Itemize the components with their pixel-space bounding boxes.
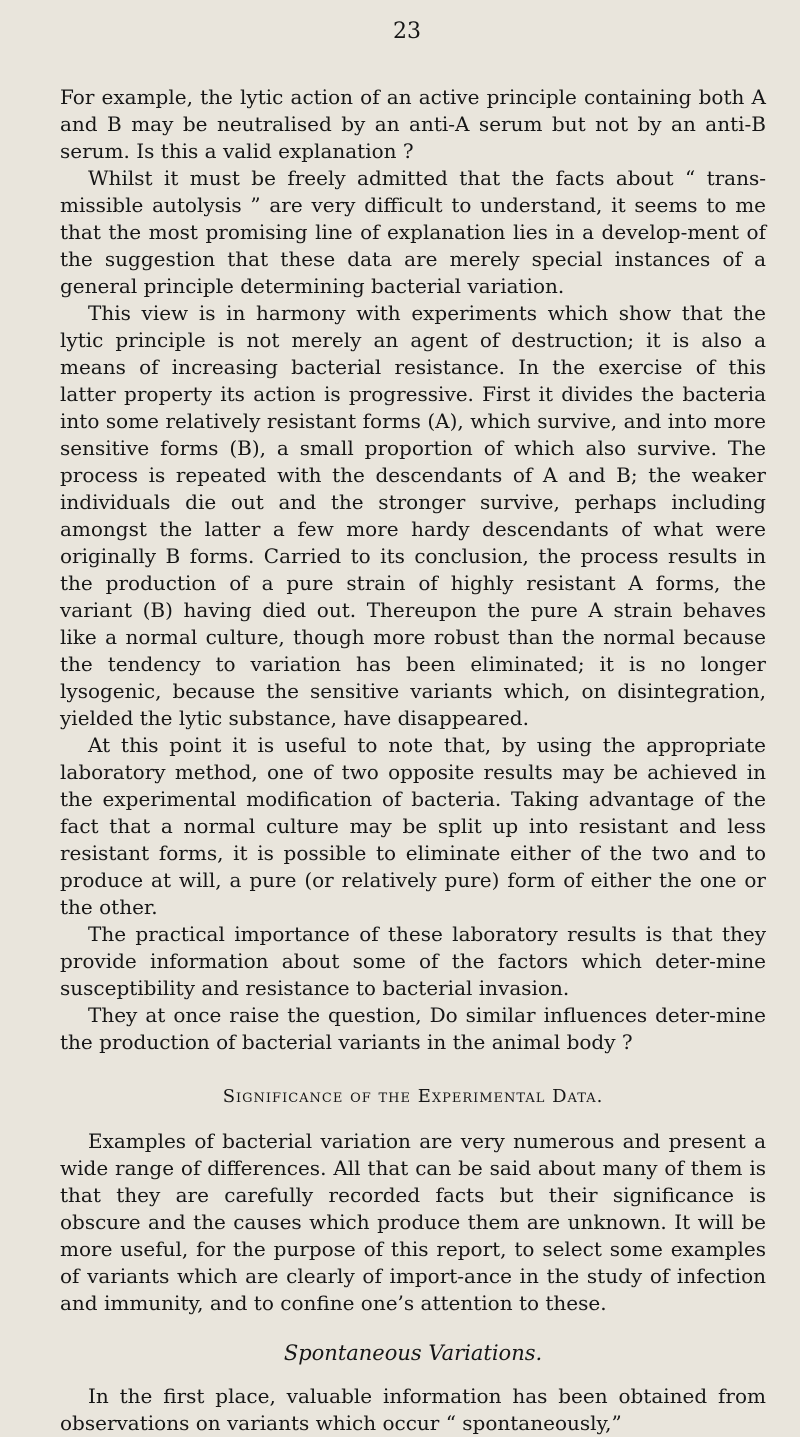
paragraph-practical-importance: The practical importance of these laboratory results is that they provide information about some of the factors which deter-mine susceptibility and resistance to bacterial invasion.	[60, 922, 766, 1000]
paragraph-examples: Examples of bacterial variation are very numerous and present a wide range of differences. All that can be said about many of them is that they are carefully recorded facts but their significance is obscure and the causes which produce them are unknown. It will be more useful, for the purpose of this report, to select some examples of variants which are clearly of import-ance in the study of infection and immunity, and to confine one’s attention to these.	[60, 1129, 766, 1315]
paragraph-first-place: In the first place, valuable information has been obtained from observations on variants which occur “ spontaneously,”	[60, 1384, 766, 1435]
paragraph-transmissible-autolysis: Whilst it must be freely admitted that the facts about “ trans-missible autolysis ” are very difficult to understand, it seems to me that the most promising line of explanation lies in a develop-ment of the suggestion that these data are merely special instances of a general principle determining bacterial variation.	[60, 166, 766, 298]
paragraph-laboratory-method: At this point it is useful to note that, by using the appropriate laboratory method, one of two opposite results may be achieved in the experimental modification of bacteria. Taking advantage of the fact that a normal culture may be split up into resistant and less resistant forms, it is possible to eliminate either of the two and to produce at will, a pure (or relatively pure) form of either the one or the other.	[60, 733, 766, 919]
subsection-heading: Spontaneous Variations.	[283, 1341, 543, 1365]
page-number: 23	[393, 19, 421, 44]
paragraph-lytic-principle: This view is in harmony with experiments which show that the lytic principle is not merely an agent of destruction; it is also a means of increasing bacterial resistance. In the exercise of this latter property its action is progressive. First it divides the bacteria into some relatively resistant forms (A), which survive, and into more sensitive forms (B), a small proportion of which also survive. The process is repeated with the descendants of A and B; the weaker individuals die out and the stronger survive, perhaps including amongst the latter a few more hardy descendants of what were originally B forms. Carried to its conclusion, the process results in the production of a pure strain of highly resistant A forms, the variant (B) having died out. Thereupon the pure A strain behaves like a normal culture, though more robust than the normal because the tendency to variation has been eliminated; it is no longer lysogenic, because the sensitive variants which, on disintegration, yielded the lytic substance, have disappeared.	[60, 301, 766, 730]
paragraph-question: They at once raise the question, Do similar influences deter-mine the production of bacterial variants in the animal body ?	[60, 1003, 766, 1054]
paragraph-lytic-example: For example, the lytic action of an active principle containing both A and B may be neutralised by an anti-A serum but not by an anti-B serum. Is this a valid explanation ?	[60, 85, 766, 163]
section-heading: Significance of the Experimental Data.	[222, 1086, 604, 1107]
